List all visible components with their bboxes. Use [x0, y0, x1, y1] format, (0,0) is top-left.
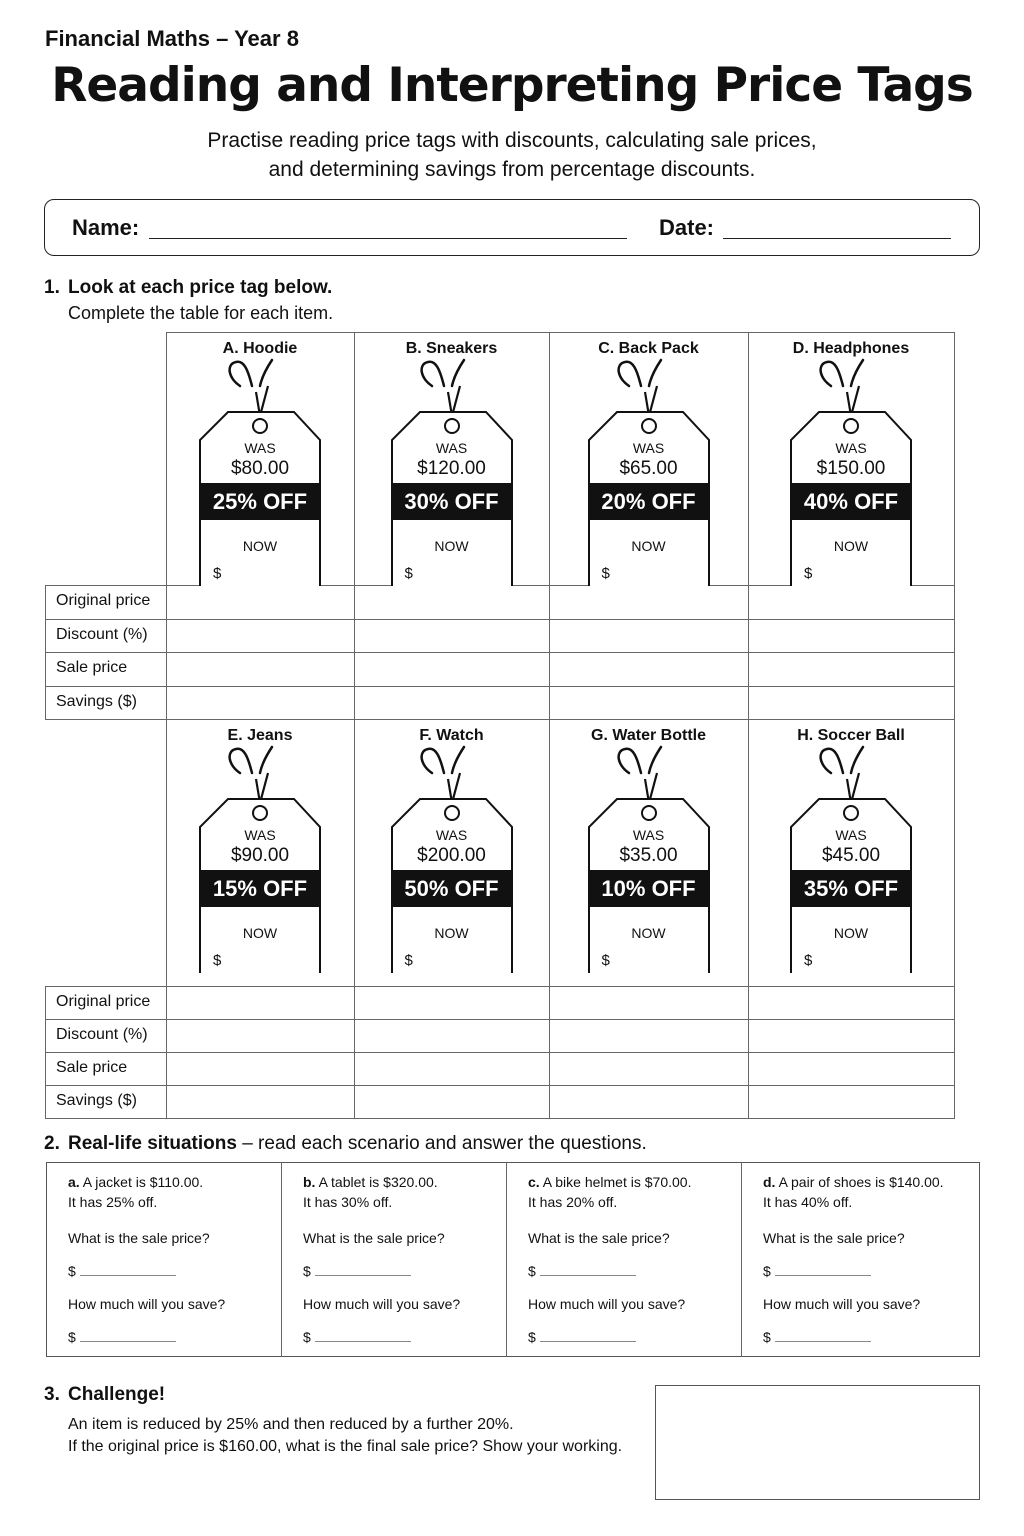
date-field[interactable] [723, 238, 951, 239]
tag-discount-band: 25% OFF [200, 483, 320, 520]
date-label: Date: [659, 215, 715, 240]
dollar-sign: $ [303, 1263, 311, 1279]
tag-dollar-sign: $ [601, 952, 610, 969]
challenge-line-2: If the original price is $160.00, what is the final sale price? Show your working. [68, 1438, 623, 1455]
dollar-sign: $ [528, 1263, 536, 1279]
tag-dollar-sign: $ [601, 565, 610, 582]
dollar-sign: $ [763, 1263, 771, 1279]
answer-cell[interactable] [551, 1087, 746, 1116]
scenario-b [303, 1172, 498, 1352]
scenario-letter: c. [528, 1174, 540, 1190]
tag-dollar-sign: $ [404, 565, 413, 582]
answer-cell[interactable] [356, 988, 547, 1017]
answer-cell[interactable] [551, 988, 746, 1017]
q1-number: 1. [44, 277, 60, 298]
intro-text [0, 126, 1024, 184]
answer-cell[interactable] [168, 654, 352, 684]
table-row-line [45, 1118, 955, 1119]
tag-original-price: $200.00 [417, 845, 486, 866]
dollar-sign: $ [68, 1263, 76, 1279]
dollar-sign: $ [68, 1329, 76, 1345]
q2-number: 2. [44, 1133, 60, 1154]
dollar-sign: $ [763, 1329, 771, 1345]
challenge-text [68, 1414, 622, 1458]
answer-cell[interactable] [750, 1021, 952, 1050]
tag-discount-band: 10% OFF [589, 870, 709, 907]
answer-cell[interactable] [750, 688, 952, 718]
answer-cell[interactable] [356, 1087, 547, 1116]
tag-was-label: WAS [835, 827, 867, 843]
answer-cell[interactable] [168, 587, 352, 617]
table-column-line [954, 719, 955, 1118]
scenario-c [528, 1172, 733, 1352]
subject-heading: Financial Maths – Year 8 [45, 26, 299, 51]
savings-blank[interactable] [315, 1330, 411, 1342]
price-tag [587, 743, 711, 973]
q2-heading-rest: – read each scenario and answer the questions. [236, 1133, 647, 1154]
sale-price-blank[interactable] [315, 1264, 411, 1276]
answer-cell[interactable] [551, 621, 746, 651]
sale-price-question: What is the sale price? [528, 1230, 670, 1246]
q2-heading-text: Real-life situations [68, 1133, 237, 1154]
intro-line-1: Practise reading price tags with discounts, calculating sale prices, [207, 129, 817, 152]
tag-was-label: WAS [244, 827, 276, 843]
item-title: F. Watch [419, 727, 484, 744]
scenario-line-1 [763, 1172, 944, 1192]
answer-cell[interactable] [750, 621, 952, 651]
q1-heading [44, 277, 332, 299]
tag-original-price: $65.00 [619, 458, 678, 479]
tag-original-price: $90.00 [230, 845, 290, 866]
sale-price-blank[interactable] [540, 1264, 636, 1276]
savings-question: How much will you save? [528, 1296, 686, 1312]
price-tag [198, 356, 322, 586]
tag-was-label: WAS [435, 827, 468, 843]
answer-cell[interactable] [551, 587, 746, 617]
item-title: B. Sneakers [405, 340, 498, 357]
q3-heading-text: Challenge! [68, 1384, 166, 1405]
scenario-line-1 [68, 1172, 203, 1192]
tag-discount-band: 15% OFF [200, 870, 320, 907]
tag-was-label: WAS [244, 440, 276, 456]
scenario-divider [506, 1162, 507, 1357]
q1-instruction: Complete the table for each item. [68, 303, 334, 323]
answer-cell[interactable] [750, 1054, 952, 1083]
scenario-letter: d. [763, 1174, 776, 1190]
q3-heading [44, 1384, 165, 1406]
sale-price-question: What is the sale price? [303, 1230, 445, 1246]
tag-original-price: $120.00 [417, 458, 486, 479]
item-title: H. Soccer Ball [797, 727, 905, 744]
savings-blank[interactable] [80, 1330, 176, 1342]
row-label: Sale price [56, 1059, 128, 1076]
q1-heading-text: Look at each price tag below. [68, 277, 333, 298]
tag-now-label: NOW [434, 538, 469, 554]
tag-was-label: WAS [835, 440, 867, 456]
worksheet-title: Reading and Interpreting Price Tags [51, 58, 973, 113]
price-tag [390, 356, 514, 586]
savings-blank[interactable] [775, 1330, 871, 1342]
tag-discount-band: 35% OFF [791, 870, 911, 907]
tag-was-label: WAS [632, 440, 665, 456]
answer-cell[interactable] [168, 988, 352, 1017]
answer-cell[interactable] [750, 587, 952, 617]
tag-discount-band: 20% OFF [589, 483, 709, 520]
answer-cell[interactable] [551, 688, 746, 718]
intro-line-2: and determining savings from percentage discounts. [268, 158, 756, 181]
name-label: Name: [72, 215, 140, 240]
scenario-line-2: It has 30% off. [303, 1194, 393, 1210]
answer-cell[interactable] [551, 1021, 746, 1050]
savings-answer [303, 1327, 411, 1347]
scenario-a [68, 1172, 273, 1352]
scenario-d [763, 1172, 972, 1352]
tag-discount-band: 40% OFF [791, 483, 911, 520]
row-label: Savings ($) [56, 1092, 137, 1109]
scenario-text: A jacket is $110.00. [79, 1174, 204, 1190]
item-title: D. Headphones [792, 340, 910, 357]
answer-cell[interactable] [750, 988, 952, 1017]
tag-original-price: $80.00 [230, 458, 290, 479]
answer-cell[interactable] [551, 1054, 746, 1083]
scenario-text: A pair of shoes is $140.00. [775, 1174, 944, 1190]
row-label: Original price [56, 592, 151, 609]
sale-price-answer [68, 1261, 176, 1281]
tag-dollar-sign: $ [213, 565, 222, 582]
price-tag [390, 743, 514, 973]
answer-cell[interactable] [168, 688, 352, 718]
savings-answer [528, 1327, 636, 1347]
row-label: Original price [56, 993, 151, 1010]
tag-original-price: $150.00 [816, 458, 886, 479]
price-tag [198, 743, 322, 973]
answer-cell[interactable] [551, 654, 746, 684]
savings-blank[interactable] [540, 1330, 636, 1342]
answer-cell[interactable] [750, 1087, 952, 1116]
scenario-line-1 [303, 1172, 438, 1192]
savings-question: How much will you save? [68, 1296, 226, 1312]
price-tag [789, 743, 913, 973]
item-title: C. Back Pack [598, 340, 699, 357]
savings-question: How much will you save? [303, 1296, 461, 1312]
scenario-text: A tablet is $320.00. [315, 1174, 438, 1190]
answer-cell[interactable] [168, 1021, 352, 1050]
sale-price-question: What is the sale price? [68, 1230, 210, 1246]
tag-dollar-sign: $ [804, 565, 813, 582]
sale-price-blank[interactable] [80, 1264, 176, 1276]
answer-cell[interactable] [356, 621, 547, 651]
tag-dollar-sign: $ [404, 952, 413, 969]
scenario-letter: b. [303, 1174, 316, 1190]
row-label: Discount (%) [56, 625, 148, 643]
scenario-line-2: It has 40% off. [763, 1194, 853, 1210]
answer-cell[interactable] [168, 1087, 352, 1116]
table-column-line [954, 332, 955, 719]
tag-now-label: NOW [242, 925, 278, 941]
row-label: Savings ($) [56, 692, 137, 710]
item-title: A. Hoodie [222, 340, 298, 357]
name-field[interactable] [149, 238, 627, 239]
tag-now-label: NOW [833, 538, 869, 554]
scenario-divider [281, 1162, 282, 1357]
item-title: G. Water Bottle [591, 727, 706, 744]
name-date-box [44, 199, 980, 256]
sale-price-answer [528, 1261, 636, 1281]
tag-discount-band: 30% OFF [392, 483, 512, 520]
scenario-divider [741, 1162, 742, 1357]
tag-now-label: NOW [434, 925, 469, 941]
scenario-text: A bike helmet is $70.00. [539, 1174, 692, 1190]
answer-cell[interactable] [356, 587, 547, 617]
sale-price-question: What is the sale price? [763, 1230, 905, 1246]
row-label: Sale price [56, 659, 128, 676]
tag-was-label: WAS [435, 440, 468, 456]
challenge-line-1: An item is reduced by 25% and then reduced by a further 20%. [68, 1416, 514, 1433]
tag-now-label: NOW [242, 538, 278, 554]
answer-cell[interactable] [356, 654, 547, 684]
q2-heading [44, 1133, 647, 1155]
row-label: Discount (%) [56, 1026, 148, 1043]
challenge-answer-box[interactable] [655, 1385, 980, 1500]
savings-answer [68, 1327, 176, 1347]
savings-question: How much will you save? [763, 1296, 921, 1312]
tag-dollar-sign: $ [213, 952, 222, 969]
scenario-line-1 [528, 1172, 691, 1192]
table-top-line [166, 332, 954, 333]
scenario-letter: a. [68, 1174, 80, 1190]
savings-answer [763, 1327, 871, 1347]
sale-price-answer [303, 1261, 411, 1281]
tag-now-label: NOW [631, 925, 666, 941]
table-top-line [166, 719, 954, 720]
answer-cell[interactable] [356, 1054, 547, 1083]
tag-original-price: $35.00 [619, 845, 678, 866]
answer-cell[interactable] [168, 621, 352, 651]
price-tag [789, 356, 913, 586]
answer-cell[interactable] [750, 654, 952, 684]
answer-cell[interactable] [356, 688, 547, 718]
dollar-sign: $ [528, 1329, 536, 1345]
tag-original-price: $45.00 [821, 845, 881, 866]
tag-now-label: NOW [631, 538, 666, 554]
tag-dollar-sign: $ [804, 952, 813, 969]
item-title: E. Jeans [227, 727, 293, 744]
sale-price-blank[interactable] [775, 1264, 871, 1276]
answer-cell[interactable] [356, 1021, 547, 1050]
dollar-sign: $ [303, 1329, 311, 1345]
answer-cell[interactable] [168, 1054, 352, 1083]
tag-was-label: WAS [632, 827, 665, 843]
tag-discount-band: 50% OFF [392, 870, 512, 907]
price-tag [587, 356, 711, 586]
q3-number: 3. [44, 1384, 60, 1405]
scenario-line-2: It has 25% off. [68, 1194, 158, 1210]
tag-now-label: NOW [833, 925, 869, 941]
sale-price-answer [763, 1261, 871, 1281]
scenario-line-2: It has 20% off. [528, 1194, 618, 1210]
